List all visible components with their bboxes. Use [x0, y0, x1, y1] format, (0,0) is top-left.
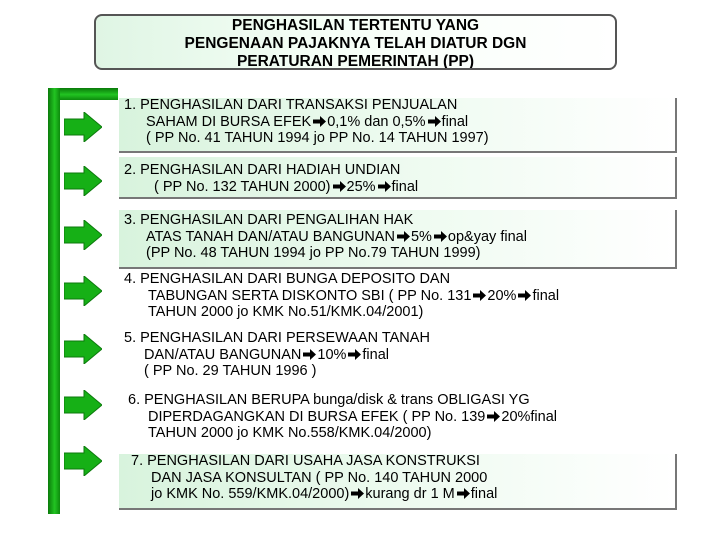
title-box — [94, 14, 617, 70]
item-6-line-2-text: DIPERDAGANGKAN DI BURSA EFEK ( PP No. 139 — [148, 408, 486, 425]
item-1-status: final — [441, 113, 469, 130]
arrow-right-icon — [457, 488, 470, 499]
list-item-5 — [124, 330, 430, 380]
block-arrow-icon — [64, 112, 102, 142]
list-item-2 — [124, 162, 418, 195]
title-line-2: PENGENAAN PAJAKNYA TELAH DIATUR DGN — [184, 35, 527, 52]
item-2-line-1: 2. PENGHASILAN DARI HADIAH UNDIAN — [124, 162, 401, 178]
item-4-status: final — [532, 287, 560, 304]
block-arrow-icon — [64, 334, 102, 364]
arrow-right-icon — [333, 181, 346, 192]
list-item-6 — [128, 392, 557, 442]
item-4-line-2-text: TABUNGAN SERTA DISKONTO SBI ( PP No. 131 — [148, 287, 472, 304]
arrow-right-icon — [303, 349, 316, 360]
arrow-right-icon — [473, 290, 486, 301]
item-7-status: final — [470, 486, 498, 502]
item-6-line-3: TAHUN 2000 jo KMK No.558/KMK.04/2000) — [148, 425, 432, 441]
item-1-line-2-text: SAHAM DI BURSA EFEK — [146, 113, 312, 130]
item-3-status: op&yay final — [447, 228, 527, 245]
item-7-line-2: DAN JASA KONSULTAN ( PP No. 140 TAHUN 2000 — [151, 469, 488, 486]
block-arrow-icon — [64, 446, 102, 476]
arrow-right-icon — [313, 116, 326, 127]
list-item-7 — [131, 453, 497, 503]
item-5-rate: 10% — [317, 346, 347, 363]
list-item-4 — [124, 271, 559, 321]
item-3-line-1: 3. PENGHASILAN DARI PENGALIHAN HAK — [124, 212, 414, 228]
connector-vertical — [48, 88, 60, 514]
block-arrow-icon — [64, 220, 102, 250]
item-2-rate: 25% — [346, 178, 376, 195]
item-4-rate: 20% — [487, 287, 517, 304]
item-4-line-1: 4. PENGHASILAN DARI BUNGA DEPOSITO DAN — [124, 271, 451, 287]
item-5-status: final — [362, 346, 390, 363]
item-1-rate: 0,1% dan 0,5% — [327, 113, 426, 130]
list-item-3 — [124, 212, 527, 262]
arrow-right-icon — [351, 488, 364, 499]
item-5-line-2-text: DAN/ATAU BANGUNAN — [144, 346, 302, 363]
item-3-line-3: (PP No. 48 TAHUN 1994 jo PP No.79 TAHUN 1999) — [146, 245, 481, 261]
item-6-rate: 20%final — [501, 408, 557, 425]
arrow-right-icon — [518, 290, 531, 301]
list-item-1 — [124, 97, 489, 147]
item-3-rate: 5% — [410, 228, 432, 245]
item-3-line-2-text: ATAS TANAH DAN/ATAU BANGUNAN — [146, 228, 395, 245]
item-5-line-3: ( PP No. 29 TAHUN 1996 ) — [144, 363, 317, 379]
item-5-line-1: 5. PENGHASILAN DARI PERSEWAAN TANAH — [124, 330, 430, 346]
item-7-threshold: kurang dr 1 M — [365, 486, 455, 502]
arrow-right-icon — [397, 231, 410, 242]
title-line-1: PENGHASILAN TERTENTU YANG — [231, 17, 480, 34]
item-7-line-1: 7. PENGHASILAN DARI USAHA JASA KONSTRUKSI — [131, 453, 480, 469]
arrow-right-icon — [378, 181, 391, 192]
block-arrow-icon — [64, 166, 102, 196]
block-arrow-icon — [64, 390, 102, 420]
arrow-right-icon — [487, 411, 500, 422]
item-4-line-3: TAHUN 2000 jo KMK No.51/KMK.04/2001) — [148, 304, 424, 320]
arrow-right-icon — [434, 231, 447, 242]
item-2-line-2-text: ( PP No. 132 TAHUN 2000) — [154, 178, 331, 195]
item-1-line-3: ( PP No. 41 TAHUN 1994 jo PP No. 14 TAHUN 1997) — [146, 130, 489, 146]
item-6-line-1: 6. PENGHASILAN BERUPA bunga/disk & trans OBLIGASI YG — [128, 392, 530, 408]
item-7-line-3-text: jo KMK No. 559/KMK.04/2000) — [151, 486, 350, 502]
item-1-line-1: 1. PENGHASILAN DARI TRANSAKSI PENJUALAN — [124, 97, 458, 113]
item-2-status: final — [391, 178, 419, 195]
title-line-3: PERATURAN PEMERINTAH (PP) — [236, 53, 475, 70]
block-arrow-icon — [64, 276, 102, 306]
arrow-right-icon — [428, 116, 441, 127]
arrow-right-icon — [348, 349, 361, 360]
